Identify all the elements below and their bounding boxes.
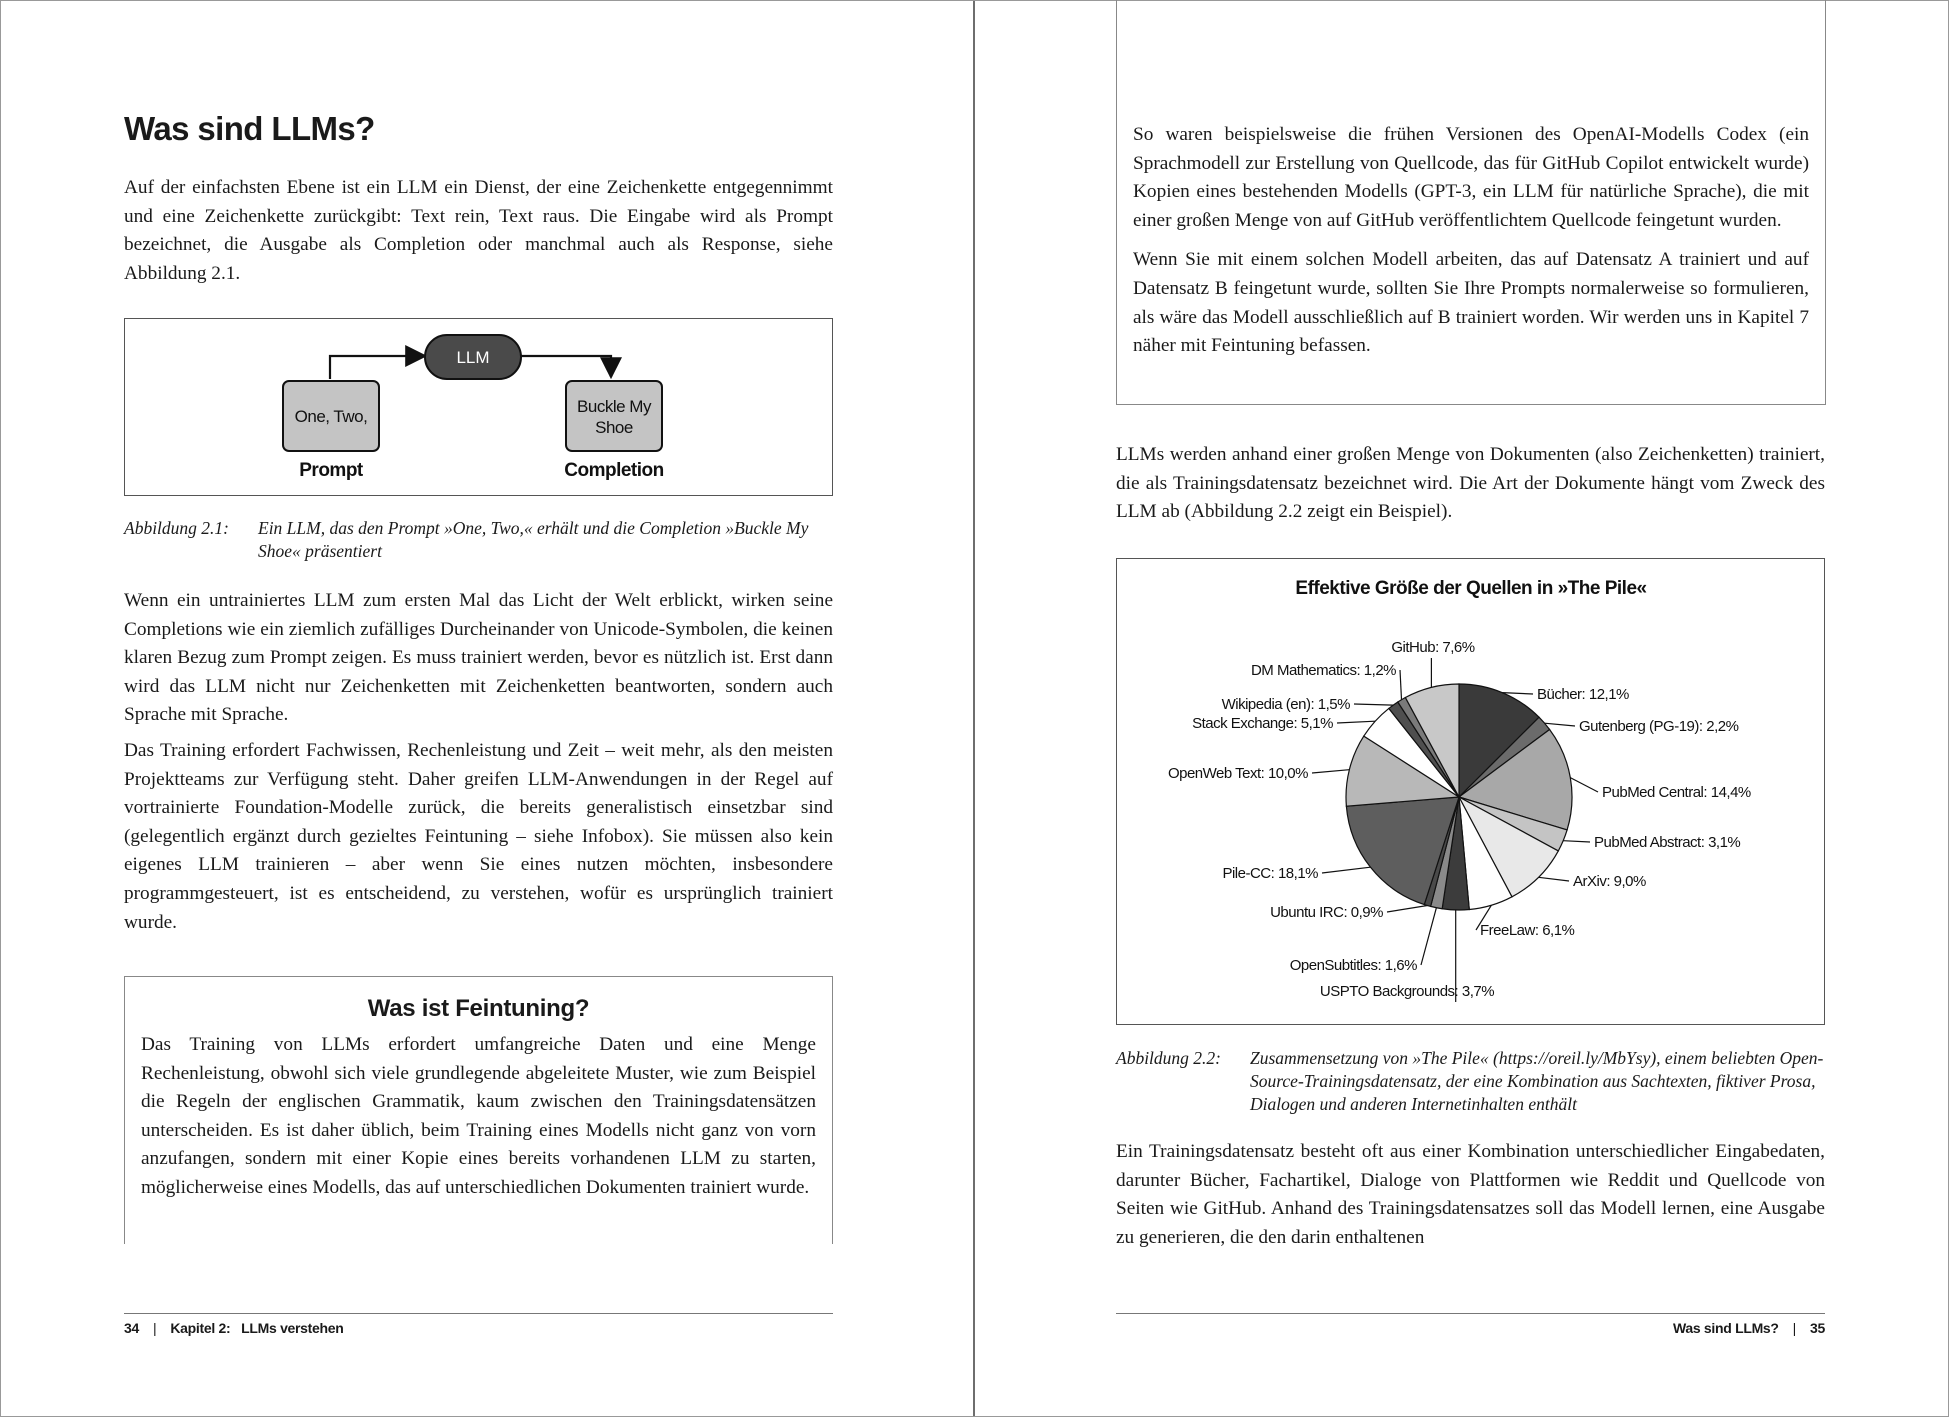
pie-slice-label: Pile-CC: 18,1%: [1222, 865, 1318, 882]
caption-label: Abbildung 2.1:: [124, 518, 229, 538]
pie-slice-label: OpenSubtitles: 1,6%: [1289, 957, 1417, 974]
chapter-title: LLMs verstehen: [241, 1320, 344, 1336]
infobox-continued-text-1: So waren beispielsweise die frühen Versionen des OpenAI-Modells Codex (ein Sprachmodell zur Erstellung von Quellcode, das für GitHub Copilot entwickelt wurde) Kopien eines bestehenden Modells (GPT-3, ein LLM für natürliche Sprache), die mit einer großen Menge von auf GitHub veröffentlichtem Quellcode feingetunt wurden.: [1133, 124, 1809, 231]
completion-box-line2: Shoe: [595, 418, 633, 437]
pie-slice-label: FreeLaw: 6,1%: [1480, 922, 1575, 939]
figure-caption-2: [1116, 1047, 1825, 1119]
llm-node-label: LLM: [456, 348, 490, 367]
pie-leader-line: [1337, 721, 1375, 723]
infobox-feintuning: [124, 976, 833, 1244]
pie-slice-label: PubMed Abstract: 3,1%: [1594, 834, 1741, 851]
paragraph-training-data: LLMs werden anhand einer großen Menge von Dokumenten (also Zeichenketten) trainiert, die als Trainingsdatensatz bezeichnet wird. Die Art der Dokumente hängt vom Zweck des LLM ab (Abbildung 2.2 zeigt ein Beispiel).: [1116, 444, 1825, 523]
paragraph-untrained: Wenn ein untrainiertes LLM zum ersten Mal das Licht der Welt erblickt, wirken seine Completions wie ein ziemlich zufälliges Durcheinander von Unicode-Symbolen, die keinen klaren Bezug zum Prompt zeigen. Es muss trainiert werden, bevor es nützlich ist. Erst dann wird das LLM nicht nur Zeichenketten mit Zeichenketten beantworten, sondern auch Sprache mit Sprache.: [124, 590, 833, 726]
pie-slice-label: GitHub: 7,6%: [1391, 639, 1475, 656]
pie-slice-label: PubMed Central: 14,4%: [1602, 784, 1751, 801]
pie-leader-line: [1539, 877, 1570, 881]
page-number-left: 34: [124, 1320, 139, 1336]
caption-label-2: Abbildung 2.2:: [1116, 1048, 1221, 1068]
infobox-continued: [1116, 0, 1826, 405]
arrow-llm-to-completion: [521, 356, 611, 377]
pie-leader-line: [1545, 723, 1576, 726]
chapter-label: Kapitel 2:: [170, 1320, 231, 1336]
page-heading: Was sind LLMs?: [124, 110, 375, 147]
pie-slice-label: OpenWeb Text: 10,0%: [1167, 765, 1308, 782]
caption-text: Ein LLM, das den Prompt »One, Two,« erhält und die Completion »Buckle My Shoe« präsentiert: [258, 518, 809, 561]
pie-slice-label: Ubuntu IRC: 0,9%: [1270, 904, 1383, 921]
paragraph-dataset: Ein Trainingsdatensatz besteht oft aus einer Kombination unterschiedlicher Eingabedaten, darunter Bücher, Fachartikel, Dialoge von Plattformen wie Reddit und Quellcode von Seiten wie GitHub. Anhand des Trainingsdatensatzes soll das Modell lernen, eine Ausgabe zu generieren, die den darin enthaltenen: [1116, 1141, 1825, 1248]
prompt-box-text: One, Two,: [294, 407, 368, 426]
arrow-prompt-to-llm: [330, 356, 425, 379]
pie-leader-line: [1563, 841, 1590, 842]
infobox-text: Das Training von LLMs erfordert umfangreiche Daten und eine Menge Rechenleistung, obwohl sich viele grundlegende abgeleitete Muster, wie zum Beispiel die Regeln der englischen Grammatik, kaum zwischen den Trainingsdatensätzen unterscheiden. Es ist daher üblich, beim Training eines Modells nicht ganz von vorn anzufangen, sondern mit einer Kopie eines bereits vorhandenen LLM zu starten, möglicherweise eines Modells, das auf unterschiedlichen Dokumenten trainiert wurde.: [141, 1034, 816, 1198]
caption-text-2: Zusammensetzung von »The Pile« (https://oreil.ly/MbYsy), einem beliebten Open-Source-Trainingsdatensatz, der eine Kombination aus Sachtexten, fiktiver Prosa, Dialogen und anderen Internetinhalten enthält: [1250, 1048, 1824, 1114]
completion-label: Completion: [564, 460, 664, 481]
paragraph-intro: Auf der einfachsten Ebene ist ein LLM ein Dienst, der eine Zeichenkette entgegennimmt und eine Zeichenkette zurückgibt: Text rein, Text raus. Die Eingabe wird als Prompt bezeichnet, die Ausgabe als Completion oder manchmal auch als Response, siehe Abbildung 2.1.: [124, 177, 833, 284]
infobox-title: Was ist Feintuning?: [367, 995, 590, 1022]
pie-chart-svg: [1117, 559, 1824, 1024]
pie-slice-label: ArXiv: 9,0%: [1573, 873, 1646, 890]
completion-box: [566, 381, 662, 451]
footer-rule-left: [124, 1313, 833, 1314]
pie-leader-line: [1354, 704, 1393, 705]
llm-diagram-svg: [125, 319, 832, 495]
footer-rule-right: [1116, 1313, 1825, 1314]
pie-leader-line: [1312, 770, 1349, 773]
section-title: Was sind LLMs?: [1672, 1320, 1779, 1336]
pie-slice-label: USPTO Backgrounds: 3,7%: [1319, 983, 1495, 1000]
footer-right: Was sind LLMs? | 35: [1672, 1320, 1825, 1336]
prompt-label: Prompt: [299, 460, 363, 481]
infobox-continued-text-2: Wenn Sie mit einem solchen Modell arbeiten, das auf Datensatz A trainiert und auf Datensatz B feingetunt wurde, sollten Sie Ihre Prompts normalerweise so formulieren, als wäre das Modell ausschließlich auf B trainiert worden. Wir werden uns in Kapitel 7 näher mit Feintuning befassen.: [1133, 249, 1809, 357]
pie-slice-label: Gutenberg (PG-19): 2,2%: [1579, 718, 1739, 735]
pie-leader-line: [1421, 908, 1436, 965]
pie-slice-label: DM Mathematics: 1,2%: [1250, 662, 1396, 679]
footer-left: 34 | Kapitel 2: LLMs verstehen: [124, 1320, 344, 1336]
book-spine: [973, 0, 975, 1417]
page-number-right: 35: [1810, 1320, 1825, 1336]
figure-llm-diagram: [124, 318, 833, 496]
completion-box-line1: Buckle My: [577, 397, 651, 416]
pie-leader-line: [1570, 778, 1598, 792]
figure-caption-1: [124, 517, 833, 567]
paragraph-training: Das Training erfordert Fachwissen, Rechenleistung und Zeit – weit mehr, als den meisten Projektteams zur Verfügung steht. Daher greifen LLM-Anwendungen in der Regel auf vortrainierte Foundation-Modelle zurück, die bereits generalistisch einsetzbar sind (gelegentlich ergänzt durch gezieltes Feintuning – siehe Infobox). Sie müssen also kein eigenes LLM trainieren – aber wenn Sie eines nutzen möchten, insbesondere programmgesteuert, ist es entscheidend, zu verstehen, wofür es ursprünglich trainiert wurde.: [124, 740, 833, 933]
pie-slice-label: Wikipedia (en): 1,5%: [1221, 696, 1350, 713]
figure-pie-chart: [1116, 558, 1825, 1025]
pie-leader-line: [1322, 867, 1370, 873]
pie-leader-line: [1400, 670, 1402, 700]
chart-title: Effektive Größe der Quellen in »The Pile«: [1295, 578, 1647, 599]
pie-leader-line: [1502, 693, 1533, 694]
pie-leader-line: [1387, 906, 1428, 913]
pie-slice-label: Stack Exchange: 5,1%: [1192, 715, 1333, 732]
pie-slice-label: Bücher: 12,1%: [1537, 686, 1629, 703]
